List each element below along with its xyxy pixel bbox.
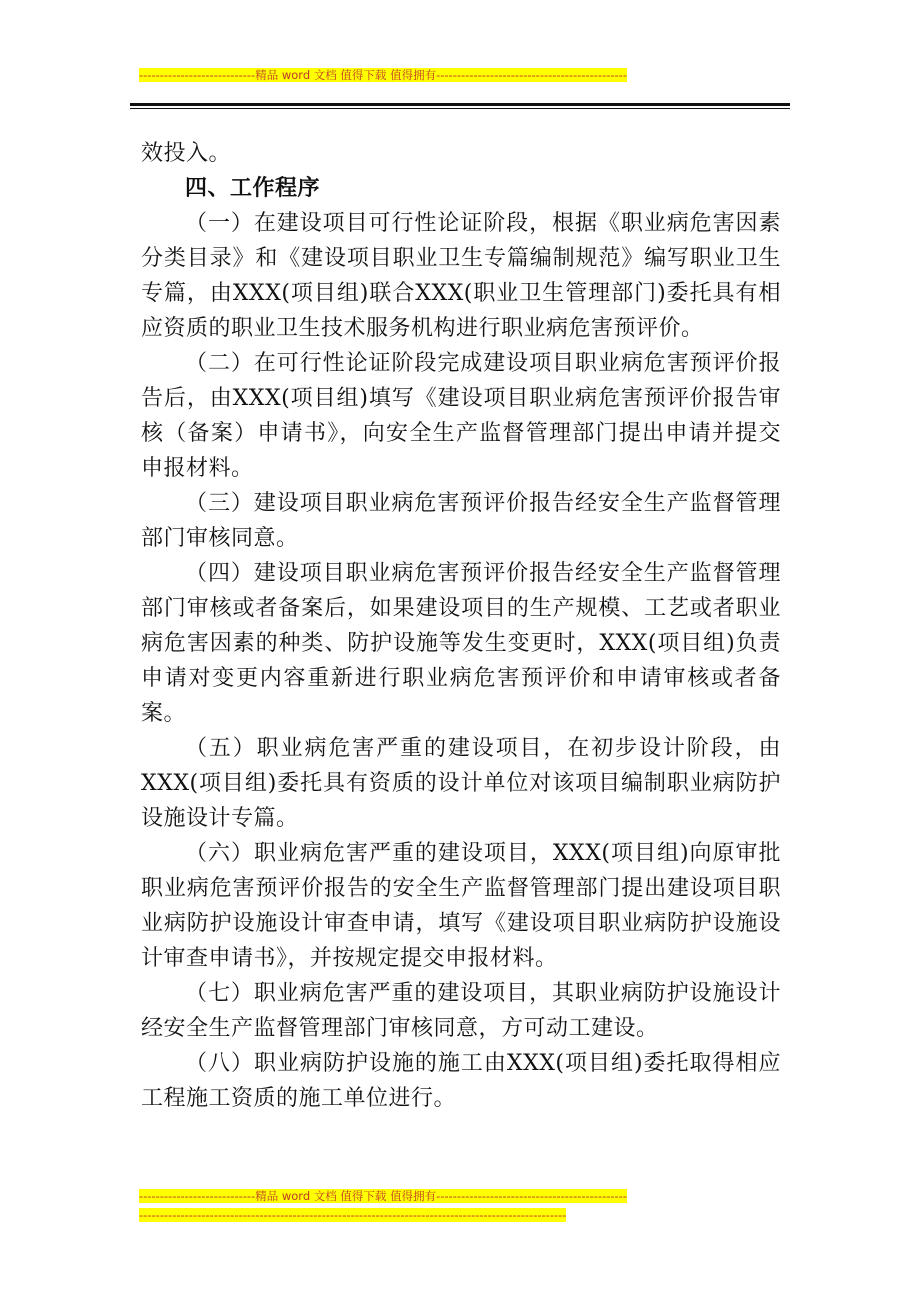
paragraph-8: （八）职业病防护设施的施工由XXX(项目组)委托取得相应工程施工资质的施工单位进行。 <box>141 1051 781 1111</box>
paragraph-3: （三）建设项目职业病危害预评价报告经安全生产监督管理部门审核同意。 <box>141 491 781 551</box>
paragraph-7: （七）职业病危害严重的建设项目，其职业病防护设施设计经安全生产监督管理部门审核同意，方可动工建设。 <box>141 981 781 1041</box>
paragraph-1: （一）在建设项目可行性论证阶段，根据《职业病危害因素分类目录》和《建设项目职业卫生专篇编制规范》编写职业卫生专篇，由XXX(项目组)联合XXX(职业卫生管理部门)委托具有相应资质的职业卫生技术服务机构进行职业病危害预评价。 <box>141 211 781 341</box>
footer-dash-line <box>139 1207 719 1224</box>
header-rule-thin <box>130 108 790 109</box>
paragraph-2: （二）在可行性论证阶段完成建设项目职业病危害预评价报告后，由XXX(项目组)填写《建设项目职业病危害预评价报告审核（备案）申请书》，向安全生产监督管理部门提出申请并提交申报材料。 <box>141 351 781 481</box>
header-banner-text: 精品 word 文档 值得下载 值得拥有 <box>255 68 437 82</box>
lead-fragment: 效投入。 <box>141 141 232 166</box>
header-banner-dashes-right: ---------------------------------------------- <box>436 68 627 82</box>
paragraph-6: （六）职业病危害严重的建设项目，XXX(项目组)向原审批职业病危害预评价报告的安全生产监督管理部门提出建设项目职业病防护设施设计审查申请，填写《建设项目职业病防护设施设计审查申请书》，并按规定提交申报材料。 <box>141 841 781 971</box>
footer-banner <box>139 1188 699 1205</box>
paragraph-5: （五）职业病危害严重的建设项目，在初步设计阶段，由XXX(项目组)委托具有资质的设计单位对该项目编制职业病防护设施设计专篇。 <box>141 736 781 831</box>
header-banner-dashes-left: ---------------------------- <box>139 68 256 82</box>
footer-banner-dashes-left: ---------------------------- <box>139 1189 256 1203</box>
footer-banner-dashes-right: ---------------------------------------------- <box>436 1189 627 1203</box>
footer-dash-line-text: ------------------------------------------------------------------------------------------------------- <box>139 1208 567 1222</box>
paragraph-4: （四）建设项目职业病危害预评价报告经安全生产监督管理部门审核或者备案后，如果建设项目的生产规模、工艺或者职业病危害因素的种类、防护设施等发生变更时，XXX(项目组)负责申请对变更内容重新进行职业病危害预评价和申请审核或者备案。 <box>141 561 781 726</box>
footer-banner-text: 精品 word 文档 值得下载 值得拥有 <box>255 1189 437 1203</box>
header-banner <box>139 67 699 84</box>
section-heading: 四、工作程序 <box>185 175 321 201</box>
document-body <box>141 136 781 1116</box>
header-rule-thick <box>130 103 790 106</box>
